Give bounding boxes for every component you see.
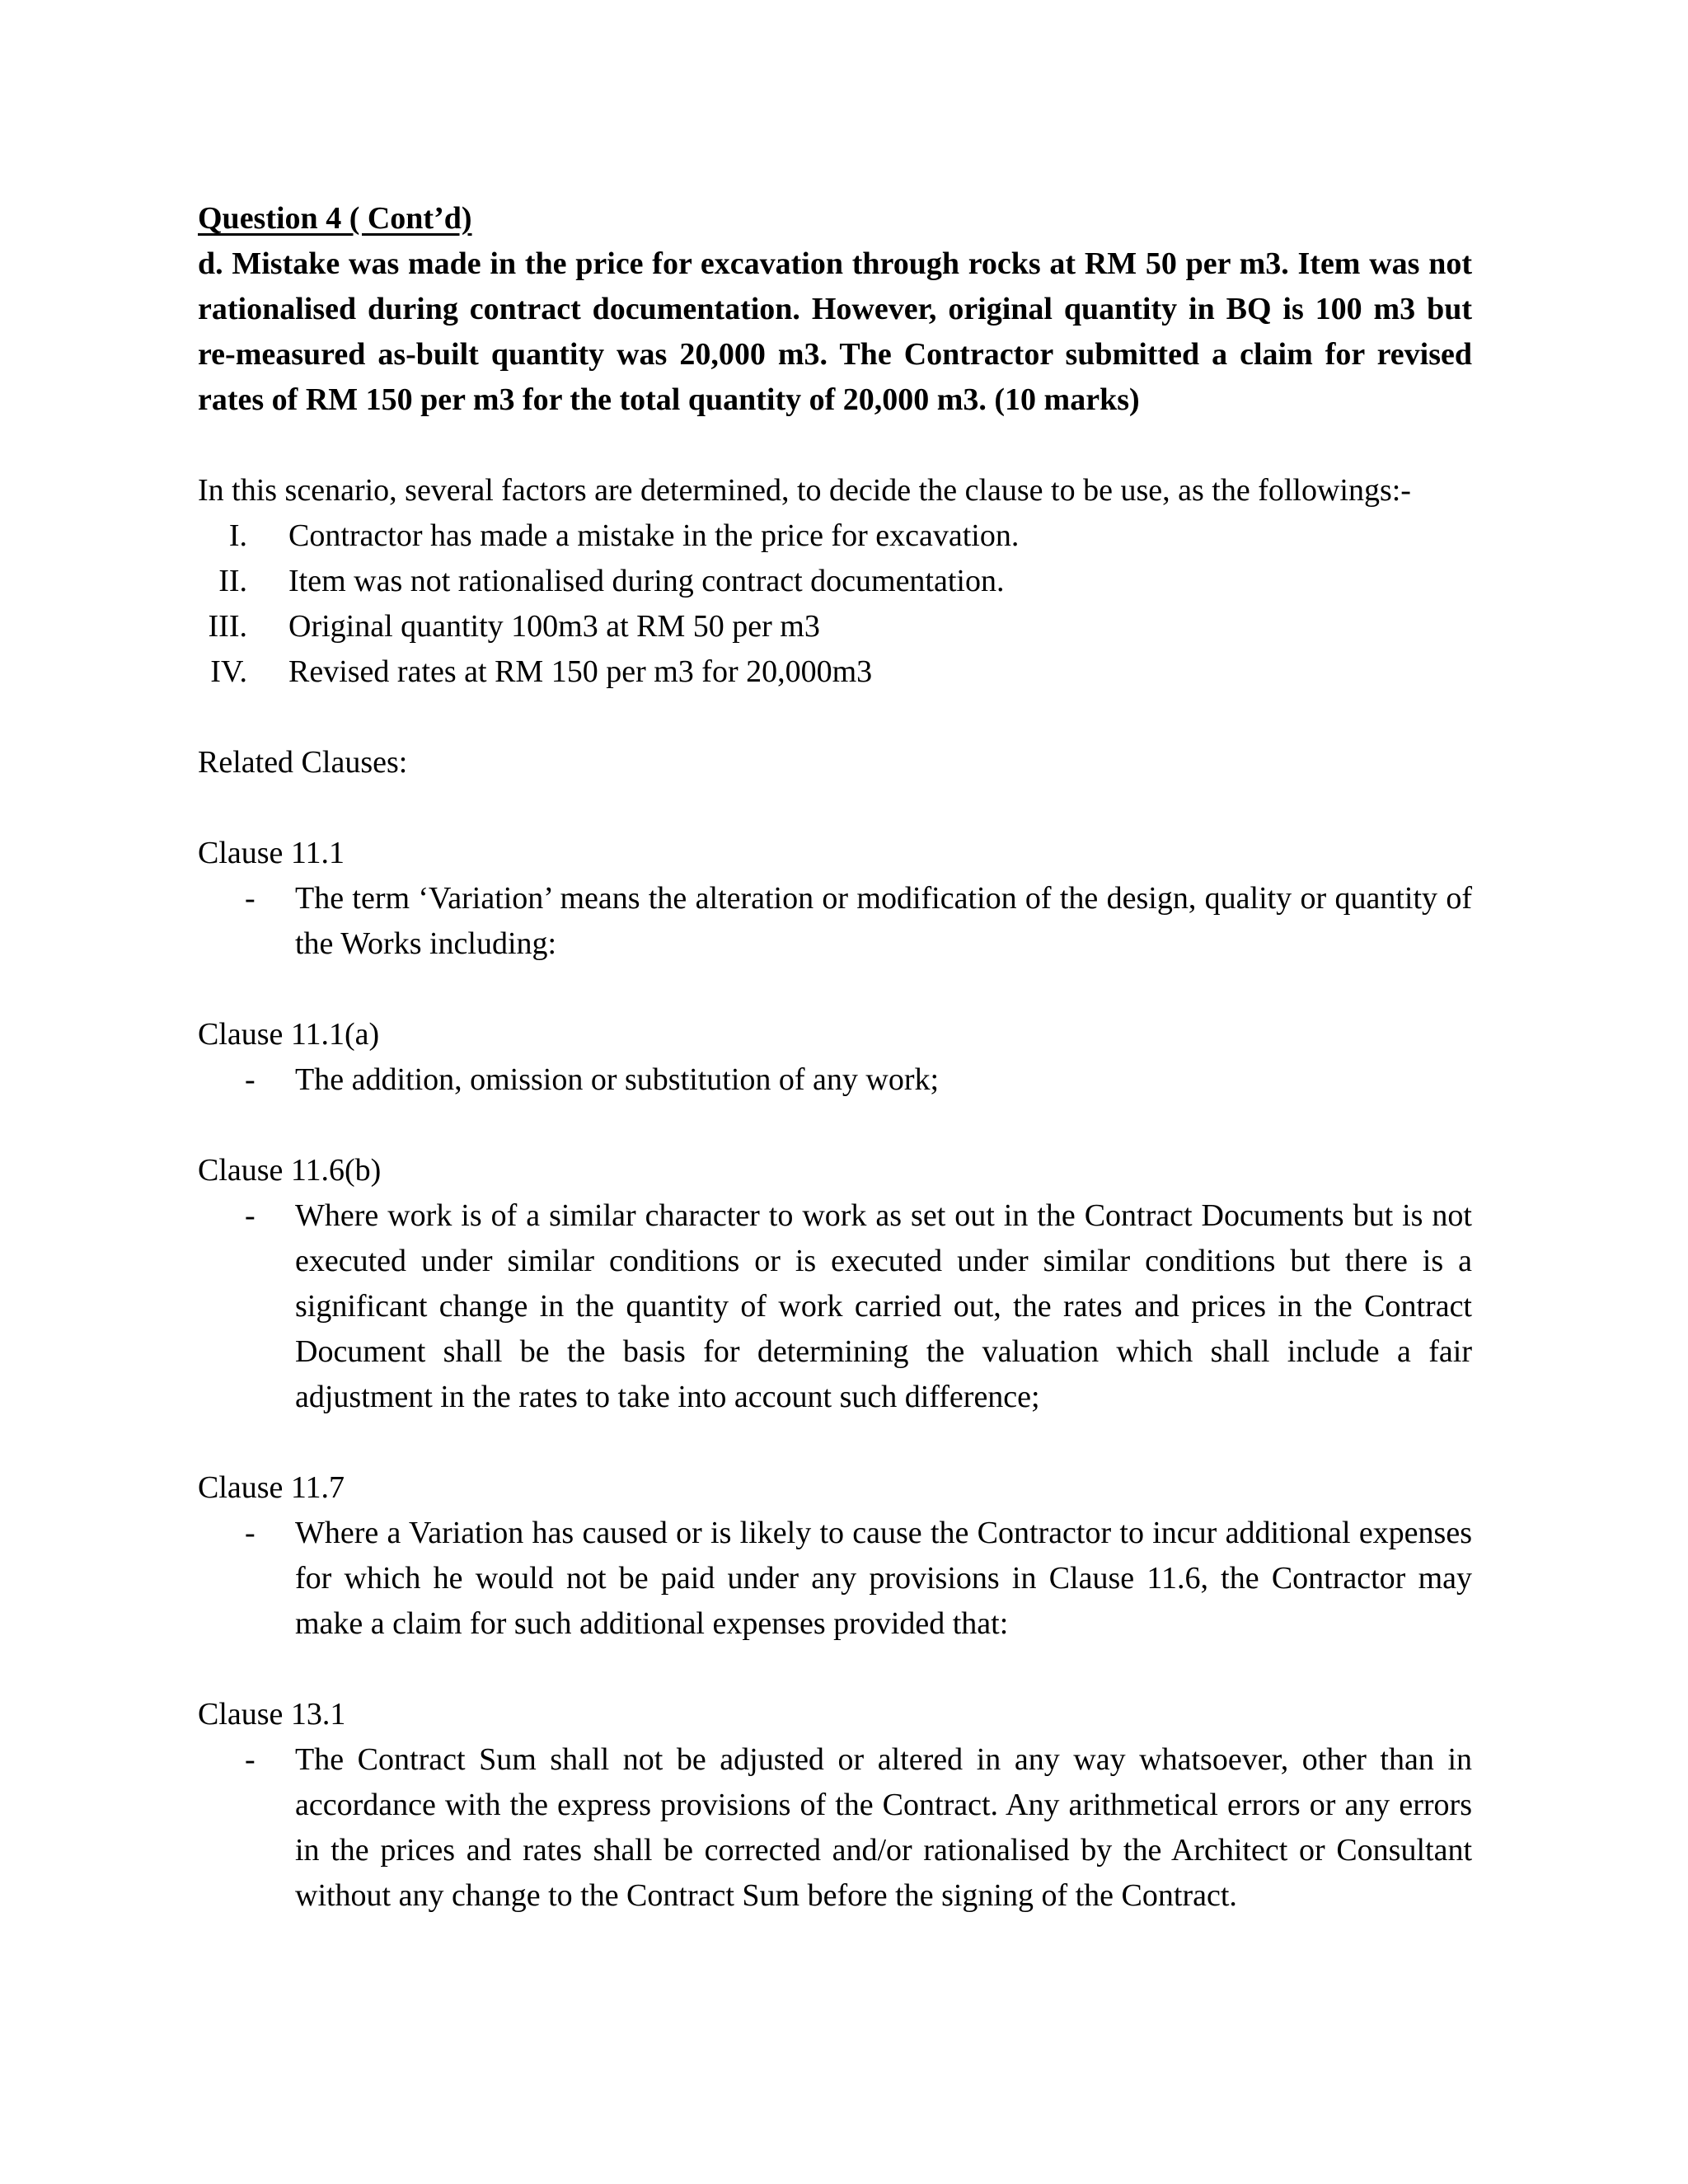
question-text: d. Mistake was made in the price for excavation through rocks at RM 50 per m3. Item was not rationalised during contract documentation. However, original quantity in BQ is 100 m3 but re-measured as-built quantity was 20,000 m3. The Contractor submitted a claim for revised rates of RM 150 per m3 for the total quantity of 20,000 m3. (10 marks) <box>198 246 1472 417</box>
document-page <box>198 196 1472 1919</box>
clause-title: Clause 11.1(a) <box>198 1017 380 1052</box>
dash-bullet: - <box>245 1516 256 1550</box>
list-number: I. <box>228 518 247 553</box>
clause-item <box>198 1737 1472 1919</box>
dash-bullet: - <box>245 881 256 916</box>
clause-title: Clause 13.1 <box>198 1697 346 1732</box>
clause-title: Clause 11.7 <box>198 1470 345 1505</box>
clause-text: The Contract Sum shall not be adjusted or altered in any way whatsoever, other than in accordance with the express provisions of the Contract. Any arithmetical errors or any errors in the prices and rates shall be corrected and/or rationalised by the Architect or Consultant without any change to the Contract Sum before the signing of the Contract. <box>295 1742 1472 1913</box>
list-text: Revised rates at RM 150 per m3 for 20,000m3 <box>288 654 873 689</box>
clause-item <box>198 876 1472 967</box>
list-text: Item was not rationalised during contract documentation. <box>288 564 1005 598</box>
clause-item <box>198 1511 1472 1647</box>
list-item <box>198 559 1472 604</box>
clause-text: The addition, omission or substitution of any work; <box>295 1062 940 1097</box>
question-heading: Question 4 ( Cont’d) <box>198 201 472 236</box>
clause-text: Where a Variation has caused or is likely to cause the Contractor to incur additional expenses for which he would not be paid under any provisions in Clause 11.6, the Contractor may make a claim for such additional expenses provided that: <box>295 1516 1472 1641</box>
clause-block <box>198 831 1472 967</box>
dash-bullet: - <box>245 1198 256 1233</box>
list-text: Original quantity 100m3 at RM 50 per m3 <box>288 609 820 644</box>
dash-bullet: - <box>245 1062 256 1097</box>
list-item <box>198 513 1472 559</box>
factors-list <box>198 513 1472 695</box>
list-number: III. <box>208 609 247 644</box>
related-clauses-heading: Related Clauses: <box>198 745 408 780</box>
clause-block <box>198 1465 1472 1647</box>
clause-item <box>198 1057 1472 1103</box>
list-number: IV. <box>210 654 247 689</box>
scenario-intro: In this scenario, several factors are determined, to decide the clause to be use, as the followings:- <box>198 473 1411 508</box>
clause-block <box>198 1692 1472 1919</box>
clause-block <box>198 1012 1472 1103</box>
clause-title: Clause 11.6(b) <box>198 1153 382 1188</box>
list-text: Contractor has made a mistake in the price for excavation. <box>288 518 1020 553</box>
list-item <box>198 649 1472 695</box>
clause-text: The term ‘Variation’ means the alteration or modification of the design, quality or quantity of the Works including: <box>295 881 1472 961</box>
list-item <box>198 604 1472 649</box>
clause-title: Clause 11.1 <box>198 836 345 870</box>
list-number: II. <box>218 564 247 598</box>
clause-block <box>198 1148 1472 1420</box>
dash-bullet: - <box>245 1742 256 1777</box>
clause-item <box>198 1193 1472 1420</box>
clause-text: Where work is of a similar character to work as set out in the Contract Documents but is not executed under similar conditions or is executed under similar conditions but there is a significant change in the quantity of work carried out, the rates and prices in the Contract Document shall be the basis for determining the valuation which shall include a fair adjustment in the rates to take into account such difference; <box>295 1198 1472 1414</box>
